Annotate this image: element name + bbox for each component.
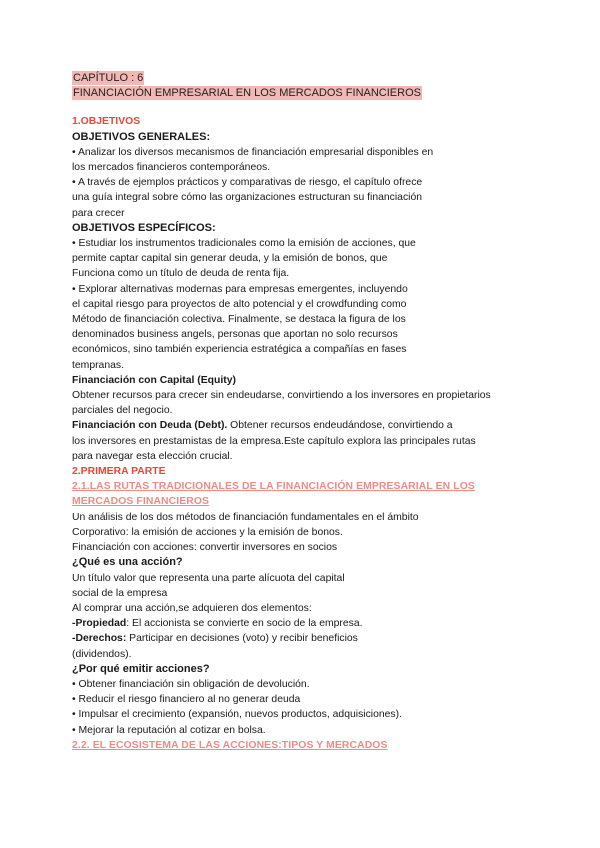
specific-objectives-heading: OBJETIVOS ESPECÍFICOS: xyxy=(72,221,216,234)
debt-first-rest: Obtener recursos endeudándose, convirtiendo a xyxy=(227,420,453,432)
general-line: una guía integral sobre cómo las organizaciones estructuran su financiación xyxy=(72,192,423,204)
debt-heading: Financiación con Deuda (Debt). xyxy=(72,420,228,432)
section-2-1-title[interactable]: 2.1.LAS RUTAS TRADICIONALES DE LA FINANCIACIÓN EMPRESARIAL EN LOS xyxy=(72,481,475,493)
what-line: Un título valor que representa una parte alícuota del capital xyxy=(72,572,345,584)
specific-line: el capital riesgo para proyectos de alto potencial y el crowdfunding como xyxy=(72,298,407,310)
debt-first-line xyxy=(72,418,542,433)
specific-line: permite captar capital sin generar deuda, y la emisión de bonos, que xyxy=(72,253,388,265)
intro-line: Corporativo: la emisión de acciones y la emisión de bonos. xyxy=(72,526,343,538)
chapter-title: FINANCIACIÓN EMPRESARIAL EN LOS MERCADOS FINANCIEROS xyxy=(73,87,421,100)
what-line: Al comprar una acción,se adquieren dos elementos: xyxy=(72,602,312,614)
debt-line: los inversores en prestamistas de la empresa.Este capítulo explora las principales rutas xyxy=(72,435,476,447)
specific-line: denominados business angels, personas que aportan no solo recursos xyxy=(72,329,398,341)
property-line xyxy=(72,616,542,631)
general-line: • Analizar los diversos mecanismos de financiación empresarial disponibles en xyxy=(72,146,434,158)
objectives-heading: 1.OBJETIVOS xyxy=(72,116,141,128)
first-part-heading: 2.PRIMERA PARTE xyxy=(72,466,166,478)
why-line: • Obtener financiación sin obligación de devolución. xyxy=(72,678,310,690)
specific-line: Funciona como un título de deuda de renta fija. xyxy=(72,268,290,280)
general-line: • A través de ejemplos prácticos y comparativas de riesgo, el capítulo ofrece xyxy=(72,177,423,189)
debt-line: para navegar esta elección crucial. xyxy=(72,450,233,462)
why-line: • Reducir el riesgo financiero al no generar deuda xyxy=(72,694,301,706)
intro-line: Un análisis de los dos métodos de financiación fundamentales en el ámbito xyxy=(72,511,419,523)
rights-label: -Derechos: xyxy=(72,633,127,645)
specific-line: económicos, sino también experiencia estratégica a compañías en fases xyxy=(72,344,407,356)
specific-line: tempranas. xyxy=(72,359,124,371)
rights-text: Participar en decisiones (voto) y recibir beneficios xyxy=(126,633,358,645)
section-2-2-title[interactable]: 2.2. EL ECOSISTEMA DE LAS ACCIONES:TIPOS Y MERCADOS xyxy=(72,739,388,751)
specific-line: • Estudiar los instrumentos tradicionales como la emisión de acciones, que xyxy=(72,238,416,250)
property-text: : El accionista se convierte en socio de la empresa. xyxy=(126,618,363,630)
chapter-label: CAPÍTULO : 6 xyxy=(73,72,144,84)
general-line: los mercados financieros contemporáneos. xyxy=(72,162,271,174)
chapter-header xyxy=(72,71,542,101)
intro-line: Financiación con acciones: convertir inversores en socios xyxy=(72,542,338,554)
rights-cont: (dividendos). xyxy=(72,648,132,660)
document-page xyxy=(72,71,542,753)
specific-line: • Explorar alternativas modernas para empresas emergentes, incluyendo xyxy=(72,283,408,295)
section-2-1-title-cont[interactable]: MERCADOS FINANCIEROS xyxy=(72,496,210,508)
equity-heading: Financiación con Capital (Equity) xyxy=(72,374,236,386)
why-line: • Impulsar el crecimiento (expansión, nuevos productos, adquisiciones). xyxy=(72,709,402,721)
what-is-share-heading: ¿Qué es una acción? xyxy=(72,556,183,569)
rights-line xyxy=(72,631,542,646)
what-line: social de la empresa xyxy=(72,587,168,599)
general-line: para crecer xyxy=(72,207,125,219)
equity-line: Obtener recursos para crecer sin endeudarse, convirtiendo a los inversores en propietarios xyxy=(72,390,491,402)
equity-line: parciales del negocio. xyxy=(72,405,173,417)
general-objectives-heading: OBJETIVOS GENERALES: xyxy=(72,130,211,143)
why-issue-heading: ¿Por qué emitir acciones? xyxy=(72,662,210,675)
property-label: -Propiedad xyxy=(72,618,127,630)
specific-line: Método de financiación colectiva. Finalmente, se destaca la figura de los xyxy=(72,314,406,326)
why-line: • Mejorar la reputación al cotizar en bolsa. xyxy=(72,724,266,736)
